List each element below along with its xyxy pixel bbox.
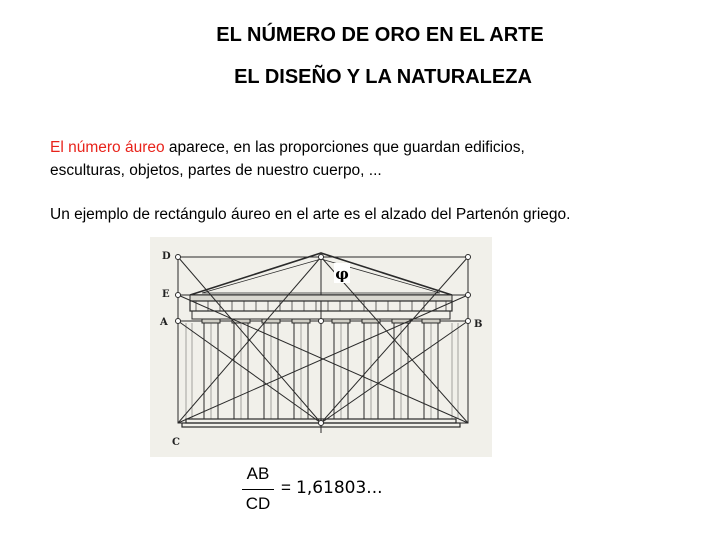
phi-label: φ xyxy=(335,265,349,283)
example-paragraph: Un ejemplo de rectángulo áureo en el arte es el alzado del Partenón griego. xyxy=(50,206,571,223)
point-label-b: B xyxy=(474,319,483,330)
point-label-e: E xyxy=(162,289,170,300)
point-label-d: D xyxy=(162,251,171,262)
highlight-term: El número áureo xyxy=(50,139,165,156)
intro-text-line2: esculturas, objetos, partes de nuestro cuerpo, ... xyxy=(50,162,382,179)
point-label-a: A xyxy=(160,317,168,328)
parthenon-diagram xyxy=(150,237,492,457)
intro-text-line1: aparece, en las proporciones que guardan edificios, xyxy=(164,139,525,156)
intro-paragraph xyxy=(50,136,690,182)
parthenon-drawing xyxy=(150,237,492,457)
slide-subtitle: EL DISEÑO Y LA NATURALEZA xyxy=(234,66,532,88)
point-label-c: C xyxy=(172,437,180,448)
golden-ratio-value: 1,61803... xyxy=(296,478,383,498)
equals-sign: = xyxy=(281,478,291,497)
fraction-denominator: CD xyxy=(245,494,271,513)
fraction-numerator: AB xyxy=(246,464,270,483)
slide-title: EL NÚMERO DE ORO EN EL ARTE xyxy=(216,24,544,46)
golden-ratio-formula xyxy=(240,464,440,524)
fraction-bar xyxy=(242,489,274,490)
